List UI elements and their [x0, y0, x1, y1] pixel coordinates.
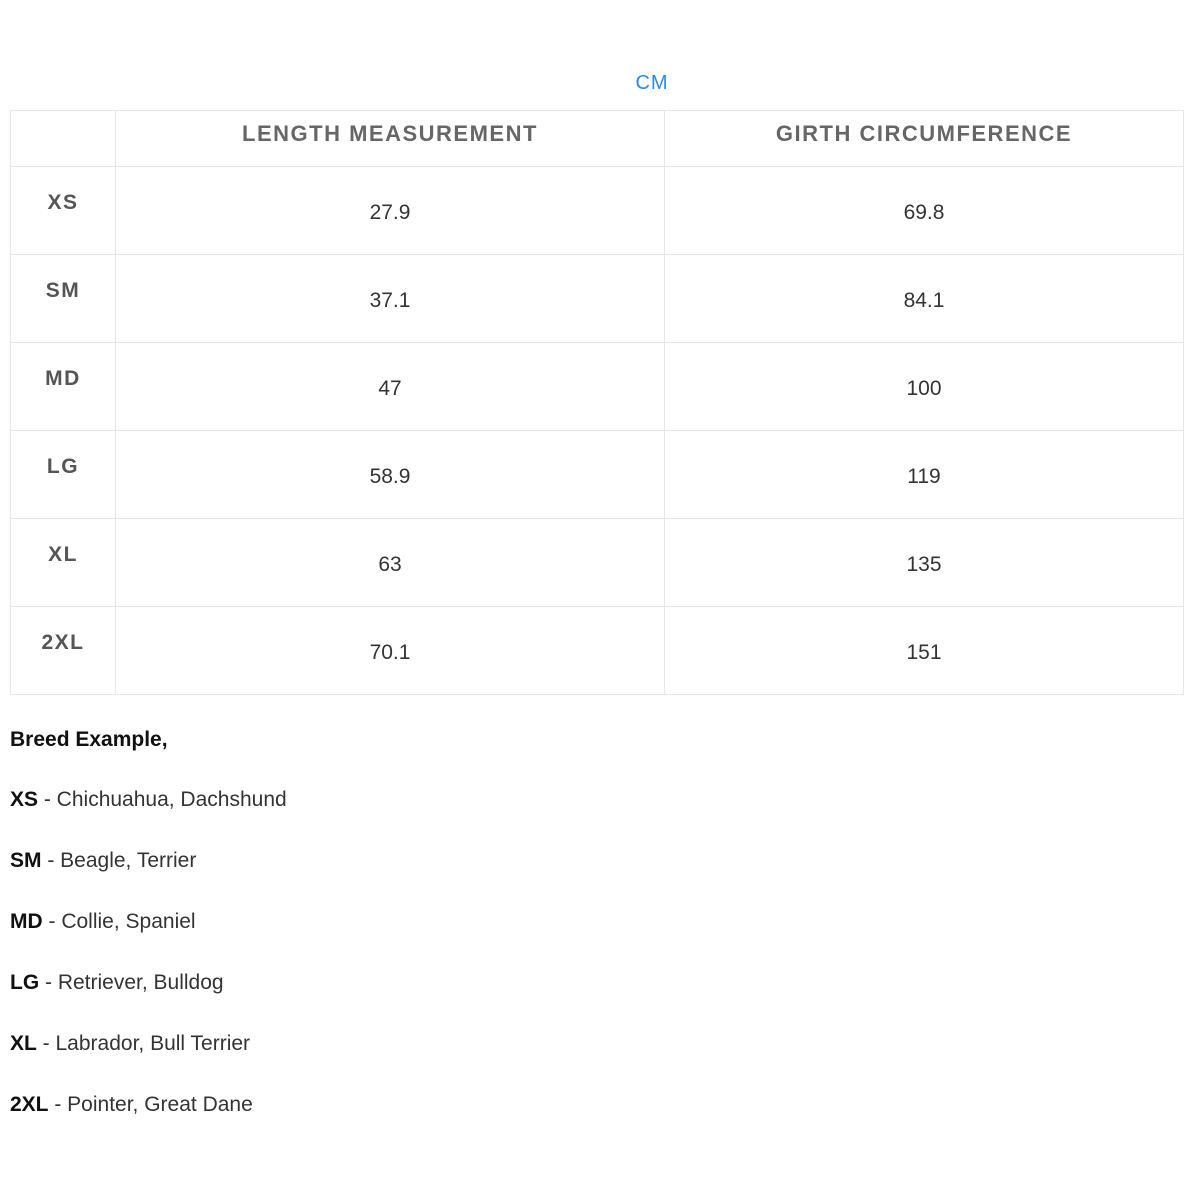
breed-line	[10, 787, 287, 813]
girth-value: 119	[665, 431, 1184, 519]
breed-names: - Beagle, Terrier	[41, 849, 197, 872]
breed-size-label: XS	[10, 788, 39, 811]
breed-names: - Collie, Spaniel	[42, 910, 196, 933]
breed-line	[10, 1031, 287, 1057]
table-row	[11, 519, 1184, 607]
breed-size-label: XL	[10, 1032, 37, 1055]
breed-size-label: MD	[10, 910, 43, 933]
breed-names: - Chichuahua, Dachshund	[38, 788, 287, 811]
breed-line	[10, 970, 287, 996]
row-size-label: MD	[11, 343, 116, 431]
row-size-label: XS	[11, 167, 116, 255]
girth-value: 69.8	[665, 167, 1184, 255]
breed-names: - Retriever, Bulldog	[39, 971, 224, 994]
breed-line	[10, 1092, 287, 1118]
row-size-label: 2XL	[11, 607, 116, 695]
unit-toggle-cm[interactable]: CM	[635, 72, 669, 94]
length-value: 58.9	[116, 431, 665, 519]
row-size-label: XL	[11, 519, 116, 607]
breed-size-label: LG	[10, 971, 40, 994]
table-row	[11, 255, 1184, 343]
size-chart-table	[10, 110, 1184, 695]
length-value: 27.9	[116, 167, 665, 255]
breed-size-label: SM	[10, 849, 42, 872]
table-row	[11, 343, 1184, 431]
table-row	[11, 167, 1184, 255]
table-row	[11, 431, 1184, 519]
breed-line	[10, 848, 287, 874]
breed-examples	[10, 727, 287, 1153]
breed-names: - Pointer, Great Dane	[48, 1093, 253, 1116]
breed-examples-heading: Breed Example,	[10, 728, 168, 751]
length-value: 37.1	[116, 255, 665, 343]
table-row	[11, 607, 1184, 695]
header-size	[11, 111, 116, 167]
breed-size-label: 2XL	[10, 1093, 49, 1116]
header-length-measurement: LENGTH MEASUREMENT	[116, 111, 665, 167]
row-size-label: LG	[11, 431, 116, 519]
length-value: 47	[116, 343, 665, 431]
length-value: 63	[116, 519, 665, 607]
girth-value: 100	[665, 343, 1184, 431]
girth-value: 151	[665, 607, 1184, 695]
header-girth-circumference: GIRTH CIRCUMFERENCE	[665, 111, 1184, 167]
girth-value: 84.1	[665, 255, 1184, 343]
row-size-label: SM	[11, 255, 116, 343]
length-value: 70.1	[116, 607, 665, 695]
table-header-row	[11, 111, 1184, 167]
girth-value: 135	[665, 519, 1184, 607]
breed-names: - Labrador, Bull Terrier	[36, 1032, 251, 1055]
breed-line	[10, 909, 287, 935]
